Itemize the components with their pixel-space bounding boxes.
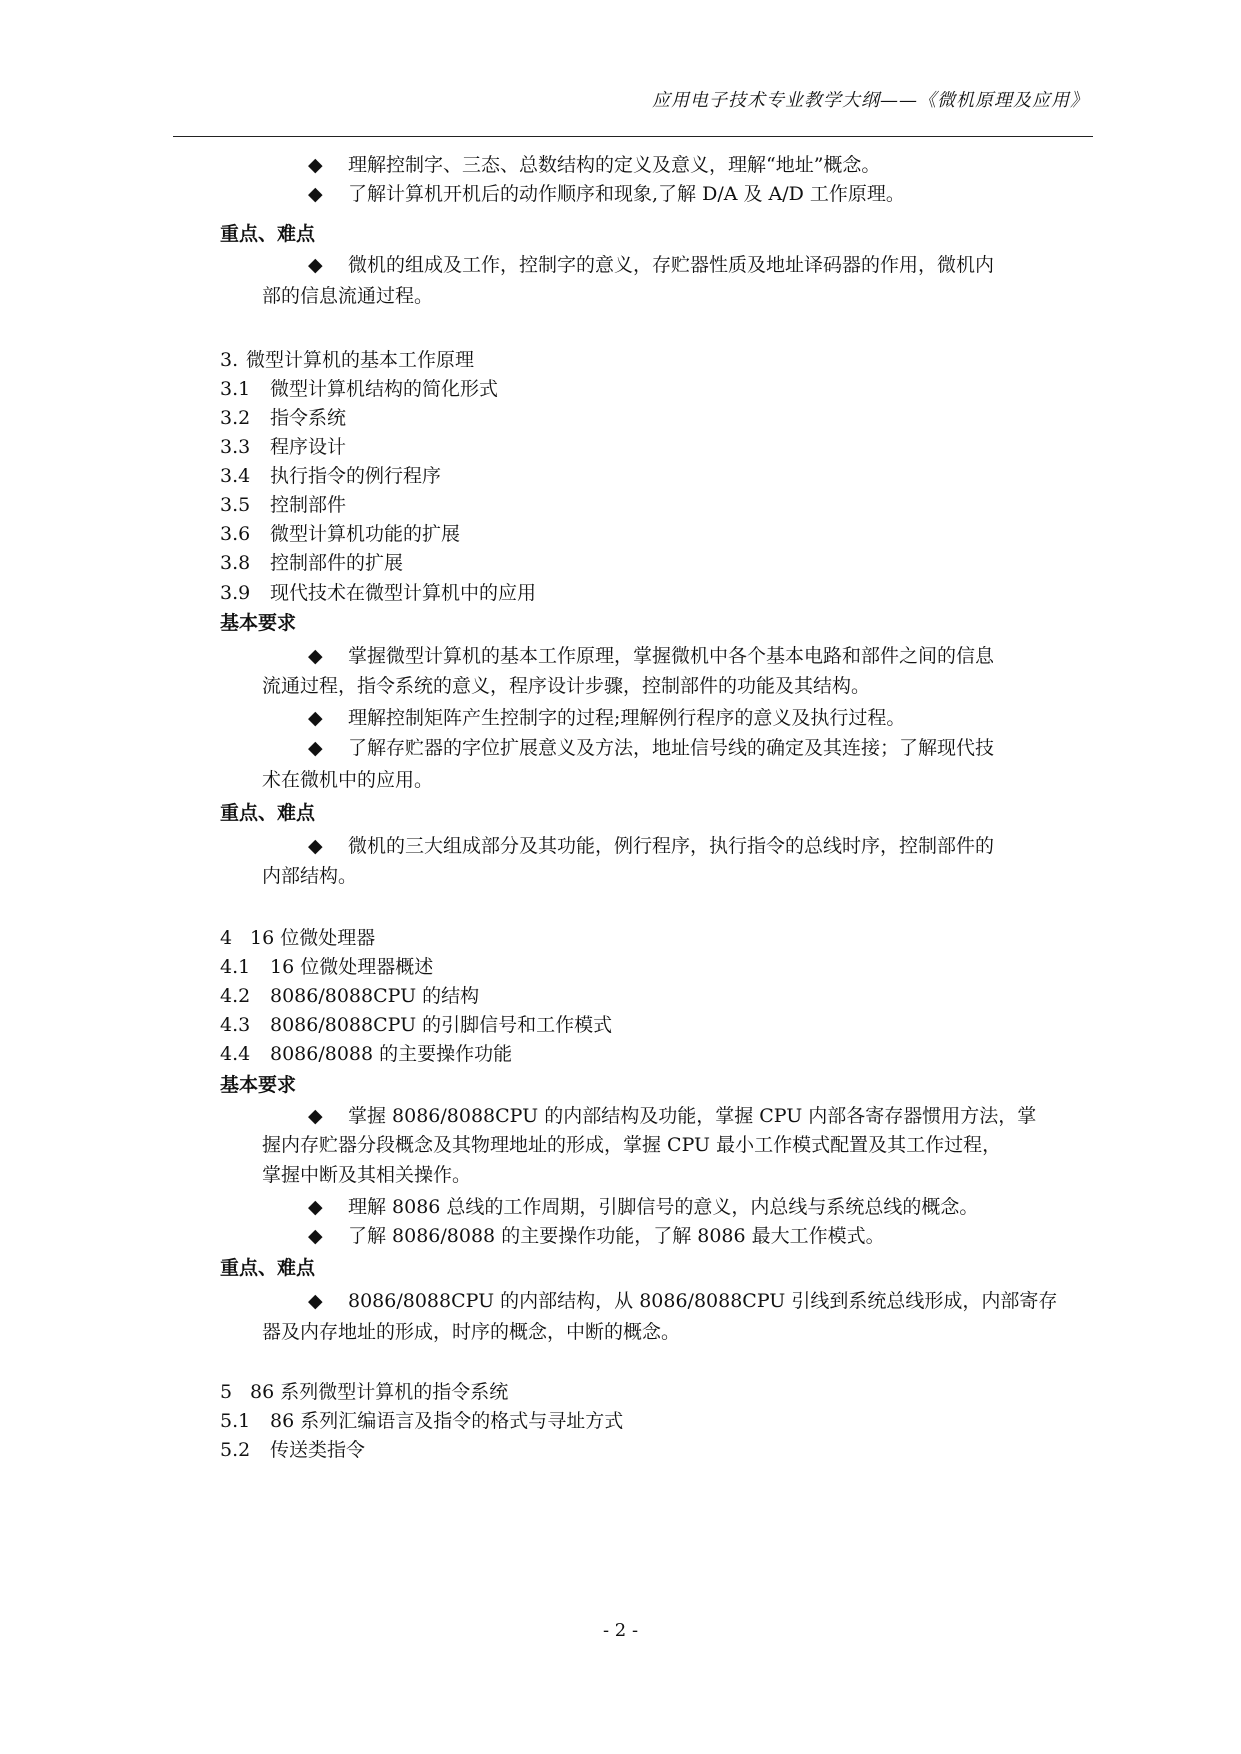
subsection-item [220,551,403,575]
continuation-text: 握内存贮器分段概念及其物理地址的形成，掌握 CPU 最小工作模式配置及其工作过程， [262,1134,1002,1156]
bullet-item [308,153,880,177]
section-title: 微型计算机结构的简化形式 [270,378,499,400]
subsection-item [220,1409,623,1433]
section-number: 3.2 [220,407,251,429]
section-number: 3. [220,349,239,371]
continuation-text: 掌握中断及其相关操作。 [262,1164,472,1186]
subsection-item [220,522,460,546]
section-number: 3.4 [220,465,251,487]
section-number: 4.4 [220,1043,251,1065]
section-title: 86 系列汇编语言及指令的格式与寻址方式 [270,1410,624,1432]
diamond-bullet-icon: ◆ [308,1290,323,1312]
continuation-text: 部的信息流通过程。 [262,285,434,307]
section-title: 8086/8088CPU 的引脚信号和工作模式 [270,1014,613,1036]
subsection-item [220,1042,512,1066]
section-number: 3.5 [220,494,251,516]
diamond-bullet-icon: ◆ [308,835,323,857]
subsection-item [220,493,346,517]
bullet-item [308,253,994,277]
bullet-text: 8086/8088CPU 的内部结构，从 8086/8088CPU 引线到系统总线形成，内部寄存 [348,1290,1058,1312]
section-heading [220,1380,508,1404]
bullet-text: 理解控制字、三态、总数结构的定义及意义，理解“地址”概念。 [348,154,881,176]
continuation-text: 内部结构。 [262,865,358,887]
page-number: - 2 - [602,1620,639,1641]
bullet-text: 微机的组成及工作，控制字的意义，存贮器性质及地址译码器的作用，微机内 [348,254,995,276]
section-number: 5.2 [220,1439,251,1461]
running-header: 应用电子技术专业教学大纲——《微机原理及应用》 [652,90,1089,111]
subsection-item [220,435,346,459]
section-number: 4.1 [220,956,251,978]
section-number: 5 [220,1381,233,1403]
diamond-bullet-icon: ◆ [308,254,323,276]
bullet-text: 了解存贮器的字位扩展意义及方法，地址信号线的确定及其连接；了解现代技 [348,737,995,759]
bullet-item [308,1289,1057,1313]
section-title: 传送类指令 [270,1439,366,1461]
subheading-label: 基本要求 [220,1074,297,1096]
bullet-text: 理解控制矩阵产生控制字的过程;理解例行程序的意义及执行过程。 [348,707,906,729]
section-title: 8086/8088CPU 的结构 [270,985,480,1007]
section-title: 16 位微处理器概述 [270,956,434,978]
diamond-bullet-icon: ◆ [308,645,323,667]
section-number: 4 [220,927,233,949]
section-title: 微型计算机的基本工作原理 [246,349,475,371]
header-rule [173,136,1093,137]
subheading-label: 基本要求 [220,612,297,634]
section-title: 程序设计 [270,436,347,458]
subsection-item [220,1438,365,1462]
bullet-item [308,1195,978,1219]
section-title: 执行指令的例行程序 [270,465,442,487]
section-number: 3.1 [220,378,251,400]
section-title: 现代技术在微型计算机中的应用 [270,582,537,604]
bullet-item [308,1104,1036,1128]
diamond-bullet-icon: ◆ [308,1105,323,1127]
continuation-text: 术在微机中的应用。 [262,769,434,791]
bullet-text: 掌握 8086/8088CPU 的内部结构及功能，掌握 CPU 内部各寄存器惯用方法，掌 [348,1105,1037,1127]
bullet-item [308,644,994,668]
subsection-item [220,581,536,605]
bullet-text: 理解 8086 总线的工作周期，引脚信号的意义，内总线与系统总线的概念。 [348,1196,979,1218]
section-number: 5.1 [220,1410,251,1432]
diamond-bullet-icon: ◆ [308,737,323,759]
subsection-item [220,1013,612,1037]
bullet-item [308,736,994,760]
section-title: 16 位微处理器 [250,927,376,949]
bullet-text: 了解计算机开机后的动作顺序和现象,了解 D/A 及 A/D 工作原理。 [348,183,905,205]
subsection-item [220,377,498,401]
bullet-item [308,834,994,858]
section-title: 指令系统 [270,407,347,429]
bullet-text: 微机的三大组成部分及其功能，例行程序，执行指令的总线时序，控制部件的 [348,835,995,857]
section-number: 4.3 [220,1014,251,1036]
bullet-item [308,182,905,206]
diamond-bullet-icon: ◆ [308,183,323,205]
diamond-bullet-icon: ◆ [308,707,323,729]
bullet-item [308,706,905,730]
continuation-text: 器及内存地址的形成，时序的概念，中断的概念。 [262,1321,681,1343]
subsection-item [220,955,433,979]
bullet-text: 掌握微型计算机的基本工作原理，掌握微机中各个基本电路和部件之间的信息 [348,645,995,667]
subsection-item [220,984,479,1008]
section-title: 控制部件的扩展 [270,552,404,574]
section-heading [220,926,375,950]
subheading-label: 重点、难点 [220,223,316,245]
section-title: 控制部件 [270,494,347,516]
subsection-item [220,406,346,430]
diamond-bullet-icon: ◆ [308,1196,323,1218]
section-number: 4.2 [220,985,251,1007]
section-number: 3.6 [220,523,251,545]
section-heading [220,348,474,372]
section-number: 3.8 [220,552,251,574]
bullet-item [308,1224,885,1248]
diamond-bullet-icon: ◆ [308,154,323,176]
continuation-text: 流通过程，指令系统的意义，程序设计步骤，控制部件的功能及其结构。 [262,675,871,697]
section-title: 微型计算机功能的扩展 [270,523,461,545]
diamond-bullet-icon: ◆ [308,1225,323,1247]
bullet-text: 了解 8086/8088 的主要操作功能，了解 8086 最大工作模式。 [348,1225,885,1247]
section-title: 8086/8088 的主要操作功能 [270,1043,513,1065]
section-number: 3.3 [220,436,251,458]
subheading-label: 重点、难点 [220,802,316,824]
subsection-item [220,464,441,488]
section-number: 3.9 [220,582,251,604]
section-title: 86 系列微型计算机的指令系统 [250,1381,509,1403]
subheading-label: 重点、难点 [220,1257,316,1279]
